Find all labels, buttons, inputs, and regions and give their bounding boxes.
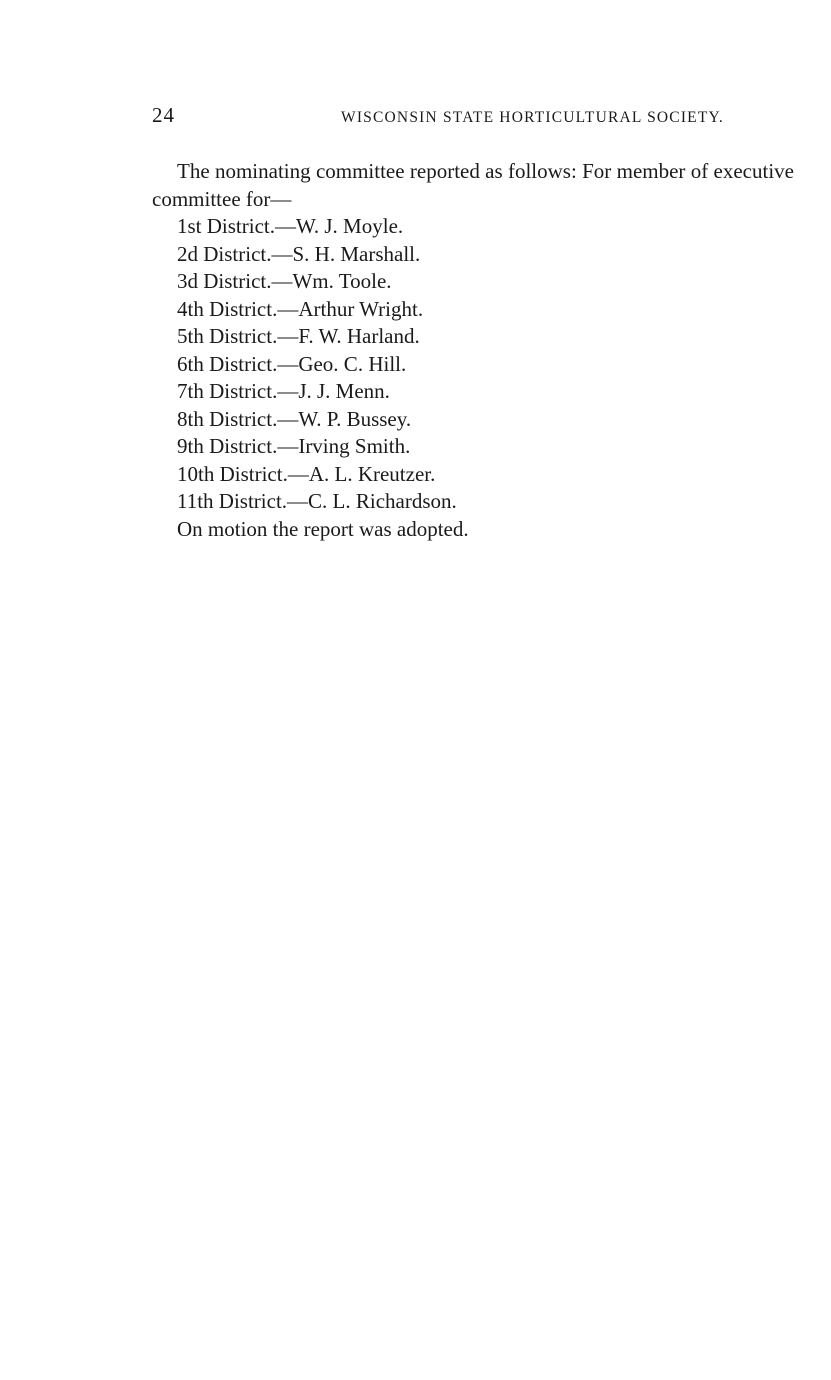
district-item: 5th District.—F. W. Harland.: [177, 324, 420, 348]
district-item: 10th District.—A. L. Kreutzer.: [177, 461, 436, 486]
running-head-title: WISCONSIN STATE HORTICULTURAL SOCIETY.: [340, 109, 724, 126]
district-item: 4th District.—Arthur Wright.: [177, 296, 424, 321]
district-item: 9th District.—Irving Smith.: [177, 434, 411, 458]
district-list: [152, 213, 794, 516]
district-item: 3d District.—Wm. Toole.: [177, 269, 392, 293]
district-item: 2d District.—S. H. Marshall.: [177, 241, 421, 266]
intro-paragraph: The nominating committee reported as follows: For member of executive committee for—: [152, 159, 794, 211]
running-head: [152, 103, 724, 128]
page-number: 24: [152, 103, 175, 127]
closing-paragraph: On motion the report was adopted.: [177, 516, 469, 541]
body-text: [152, 158, 794, 543]
district-item: 8th District.—W. P. Bussey.: [177, 406, 412, 431]
district-item: 1st District.—W. J. Moyle.: [177, 214, 404, 238]
district-item: 7th District.—J. J. Menn.: [177, 379, 390, 403]
district-item: 6th District.—Geo. C. Hill.: [177, 351, 407, 376]
district-item: 11th District.—C. L. Richardson.: [177, 489, 457, 513]
